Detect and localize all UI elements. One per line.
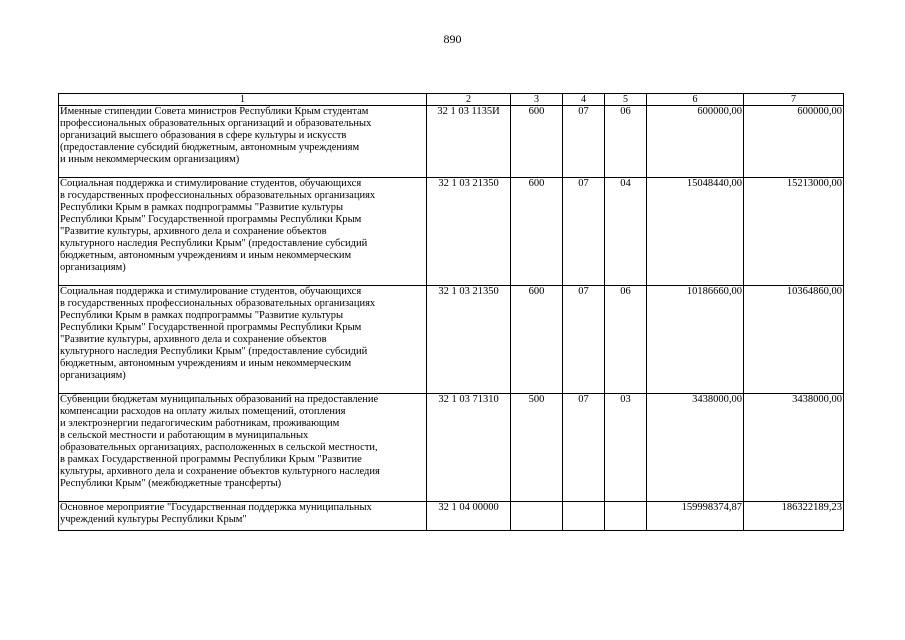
- row-col-5: 03: [605, 394, 647, 502]
- row-amount-7: 15213000,00: [744, 178, 844, 286]
- header-row: [59, 94, 844, 106]
- header-cell-1: 1: [59, 94, 427, 106]
- header-cell-2: 2: [427, 94, 511, 106]
- row-code: 32 1 03 1135И: [427, 106, 511, 178]
- row-col-5: [605, 502, 647, 531]
- table-row: [59, 106, 844, 178]
- page-number: 890: [443, 32, 462, 46]
- row-description: Основное мероприятие "Государственная поддержка муниципальных учреждений культуры Республики Крым": [59, 502, 427, 531]
- row-amount-6: 3438000,00: [647, 394, 744, 502]
- header-cell-4: 4: [563, 94, 605, 106]
- row-col-4: [563, 502, 605, 531]
- row-amount-7: 10364860,00: [744, 286, 844, 394]
- row-amount-6: 15048440,00: [647, 178, 744, 286]
- table-row: [59, 502, 844, 531]
- row-code: 32 1 03 21350: [427, 286, 511, 394]
- row-col-4: 07: [563, 286, 605, 394]
- row-code: 32 1 03 71310: [427, 394, 511, 502]
- header-cell-6: 6: [647, 94, 744, 106]
- row-col-3: [511, 502, 563, 531]
- header-cell-7: 7: [744, 94, 844, 106]
- row-col-4: 07: [563, 178, 605, 286]
- header-cell-5: 5: [605, 94, 647, 106]
- row-col-5: 06: [605, 286, 647, 394]
- row-description: Субвенции бюджетам муниципальных образований на предоставление компенсации расходов на оплату жилых помещений, отопления и электроэнергии педагогическим работникам, проживающим в сельской местности и работающим в муниципальных образовательных организациях, расположенных в сельской местности, в рамках Государственной программы Республики Крым "Развитие культуры, архивного дела и сохранение объектов культурного наследия Республики Крым" (межбюджетные трансферты): [59, 394, 427, 502]
- row-amount-7: 3438000,00: [744, 394, 844, 502]
- row-description: Именные стипендии Совета министров Республики Крым студентам профессиональных образовательных организаций и образовательных организаций высшего образования в сфере культуры и искусств (предоставление субсидий бюджетным, автономным учреждениям и иным некоммерческим организациям): [59, 106, 427, 178]
- row-col-4: 07: [563, 106, 605, 178]
- table-row: [59, 286, 844, 394]
- budget-table: [58, 93, 844, 531]
- row-code: 32 1 03 21350: [427, 178, 511, 286]
- row-col-3: 600: [511, 286, 563, 394]
- row-col-3: 500: [511, 394, 563, 502]
- row-col-5: 06: [605, 106, 647, 178]
- row-col-3: 600: [511, 106, 563, 178]
- row-code: 32 1 04 00000: [427, 502, 511, 531]
- row-amount-6: 10186660,00: [647, 286, 744, 394]
- table-row: [59, 394, 844, 502]
- row-description: Социальная поддержка и стимулирование студентов, обучающихся в государственных профессиональных образовательных организациях Республики Крым в рамках подпрограммы "Развитие культуры Республики Крым" Государственной программы Республики Крым "Развитие культуры, архивного дела и сохранение объектов культурного наследия Республики Крым" (предоставление субсидий бюджетным, автономным учреждениям и иным некоммерческим организациям): [59, 178, 427, 286]
- row-amount-7: 600000,00: [744, 106, 844, 178]
- row-col-4: 07: [563, 394, 605, 502]
- row-amount-6: 159998374,87: [647, 502, 744, 531]
- row-col-3: 600: [511, 178, 563, 286]
- row-amount-6: 600000,00: [647, 106, 744, 178]
- header-cell-3: 3: [511, 94, 563, 106]
- row-amount-7: 186322189,23: [744, 502, 844, 531]
- table-row: [59, 178, 844, 286]
- row-col-5: 04: [605, 178, 647, 286]
- row-description: Социальная поддержка и стимулирование студентов, обучающихся в государственных профессиональных образовательных организациях Республики Крым в рамках подпрограммы "Развитие культуры Республики Крым" Государственной программы Республики Крым "Развитие культуры, архивного дела и сохранение объектов культурного наследия Республики Крым" (предоставление субсидий бюджетным, автономным учреждениям и иным некоммерческим организациям): [59, 286, 427, 394]
